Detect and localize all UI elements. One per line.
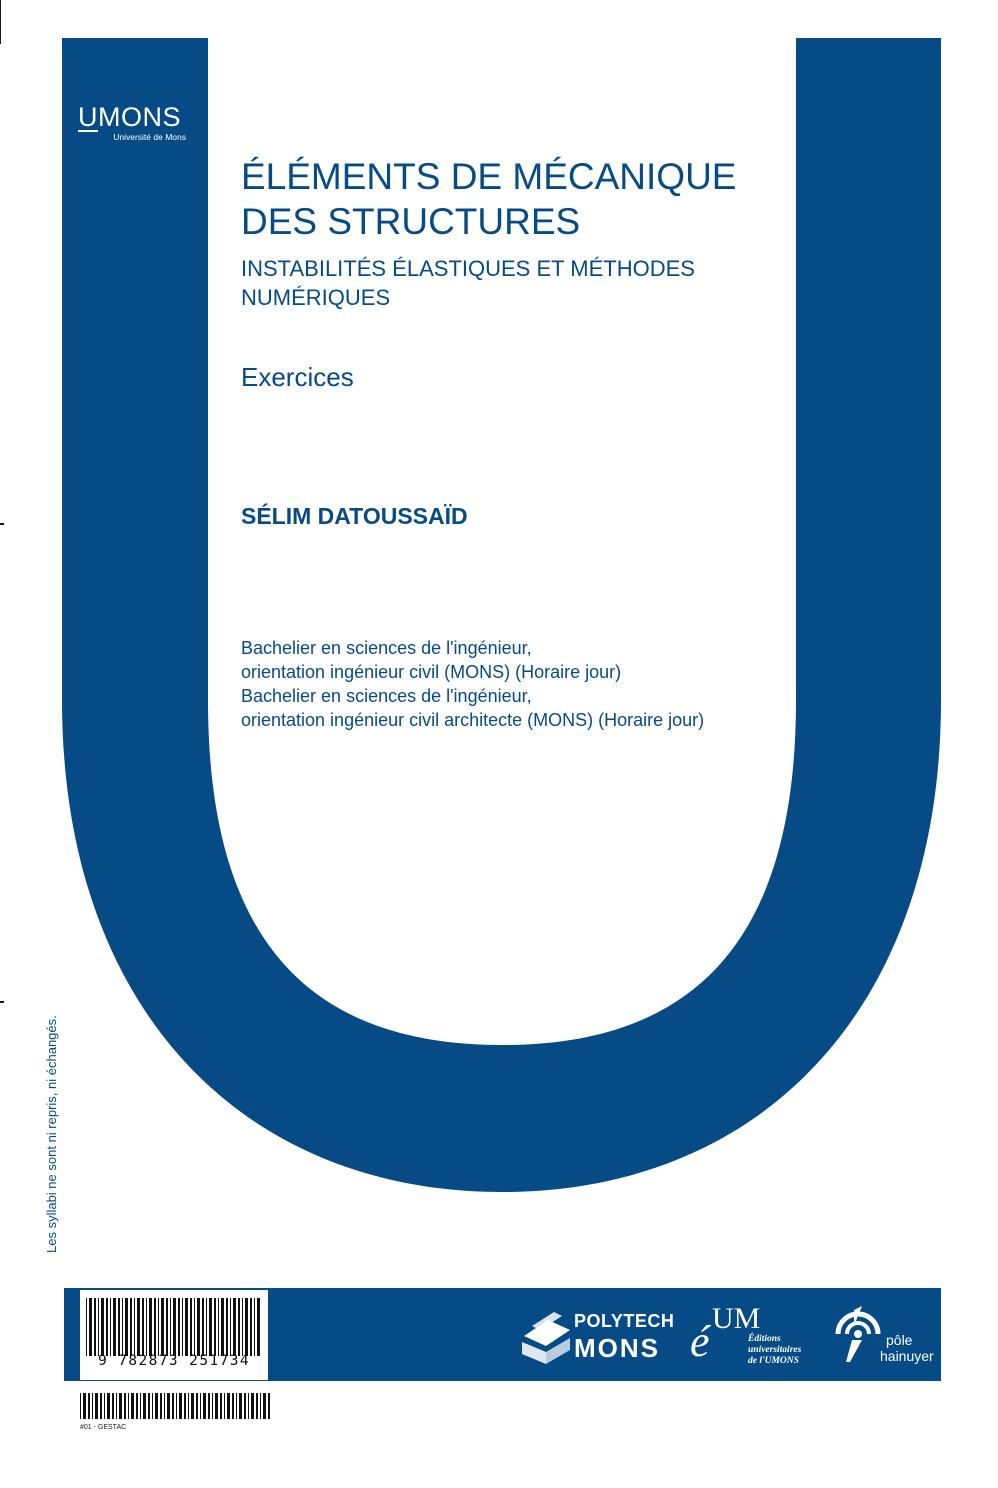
umons-logo-subtitle: Université de Mons (113, 132, 186, 142)
barcode-bar (107, 1393, 110, 1419)
barcode-bar (224, 1393, 225, 1419)
barcode-bar (182, 1298, 183, 1356)
barcode-bar (140, 1393, 141, 1419)
barcode-bar (197, 1298, 200, 1356)
barcode-bar (98, 1298, 99, 1356)
barcode-bar (227, 1393, 230, 1419)
book-subtitle-line-1: INSTABILITÉS ÉLASTIQUES ET MÉTHODES (241, 256, 695, 281)
barcode-bar (268, 1393, 270, 1419)
barcode-bar (203, 1393, 206, 1419)
barcode-bar (170, 1298, 171, 1356)
barcode-bar (214, 1298, 216, 1356)
barcode-bar (239, 1393, 242, 1419)
barcode-bar (233, 1298, 236, 1356)
barcode-bar (112, 1393, 114, 1419)
barcode-bar (254, 1298, 255, 1356)
polytech-logo-line-1: POLYTECH (574, 1311, 675, 1331)
barcode-bar (238, 1298, 240, 1356)
internal-code: #01 - GESTAC (80, 1424, 127, 1431)
barcode-bar (149, 1298, 152, 1356)
pole-hainuyer-logo: pôle hainuyer (832, 1304, 932, 1370)
book-subtitle (241, 254, 801, 312)
barcode-bar (88, 1393, 90, 1419)
barcode-bar (196, 1393, 198, 1419)
crop-mark-low (0, 1001, 4, 1003)
barcode-bar (136, 1393, 138, 1419)
barcode-bar (134, 1298, 135, 1356)
barcode-bar (256, 1393, 258, 1419)
program-line: Bachelier en sciences de l'ingénieur, (241, 686, 532, 706)
barcode-bar (263, 1393, 266, 1419)
barcode-bar (179, 1393, 182, 1419)
barcode-bar (184, 1393, 186, 1419)
barcode-bar (220, 1393, 222, 1419)
barcode-bar (218, 1298, 219, 1356)
book-title (241, 154, 801, 244)
barcode-bar (212, 1393, 213, 1419)
umons-logo: UMONS Université de Mons (78, 102, 186, 142)
barcode-bar (164, 1393, 165, 1419)
barcode-bar (190, 1298, 192, 1356)
polytech-emblem-icon (518, 1306, 574, 1366)
crop-mark-top (0, 0, 1, 44)
barcode-bar (166, 1298, 168, 1356)
crop-mark-mid (0, 523, 4, 525)
barcode-bar (158, 1298, 159, 1356)
polytech-mons-logo (518, 1306, 675, 1366)
barcode-bar (122, 1298, 123, 1356)
editions-umons-logo: é UM Éditions universitaires de l'UMONS (690, 1302, 802, 1366)
barcode-bar (130, 1298, 132, 1356)
program-line: orientation ingénieur civil (MONS) (Horaire jour) (241, 662, 622, 682)
polytech-logo-line-2: MONS (574, 1333, 660, 1363)
barcode-bar (104, 1393, 105, 1419)
barcode-bar (119, 1393, 122, 1419)
barcode-bar (80, 1393, 81, 1419)
barcode-bar (94, 1298, 96, 1356)
barcode-bar (113, 1298, 116, 1356)
barcode-bar (118, 1298, 120, 1356)
barcode-bar (86, 1298, 87, 1356)
barcode-bar (208, 1393, 210, 1419)
barcode-bar (244, 1393, 246, 1419)
barcode-bar (226, 1298, 228, 1356)
barcode-bar (116, 1393, 117, 1419)
barcode-bar (128, 1393, 129, 1419)
barcode-bar (146, 1298, 147, 1356)
barcode-bar (194, 1298, 195, 1356)
barcode-bar (221, 1298, 224, 1356)
barcode-bar (251, 1393, 254, 1419)
barcode-bar (110, 1298, 111, 1356)
barcode-bar (95, 1393, 98, 1419)
barcode-bar (125, 1298, 128, 1356)
barcode-bar (167, 1393, 170, 1419)
barcode-bar (206, 1298, 207, 1356)
disclaimer-text: Les syllabi ne sont ni repris, ni échangés. (44, 1015, 59, 1253)
barcode-bar (200, 1393, 201, 1419)
isbn-digits: 9 782873 251734 (98, 1353, 250, 1369)
barcode-bar (161, 1298, 164, 1356)
barcode-bar (89, 1298, 92, 1356)
program-list (241, 636, 861, 732)
isbn-barcode-bars (86, 1298, 262, 1356)
program-line: Bachelier en sciences de l'ingénieur, (241, 638, 532, 658)
program-line: orientation ingénieur civil architecte (MONS) (Horaire jour) (241, 710, 705, 730)
barcode-bar (248, 1393, 249, 1419)
barcode-bar (260, 1393, 261, 1419)
barcode-bar (155, 1393, 158, 1419)
barcode-bar (188, 1393, 189, 1419)
barcode-bar (160, 1393, 162, 1419)
book-title-line-1: ÉLÉMENTS DE MÉCANIQUE (241, 156, 737, 197)
barcode-bar (242, 1298, 243, 1356)
barcode-bar (209, 1298, 212, 1356)
isbn-barcode (80, 1290, 268, 1380)
barcode-bar (191, 1393, 194, 1419)
barcode-bar (143, 1393, 146, 1419)
barcode-bar (106, 1298, 108, 1356)
barcode-bar (230, 1298, 231, 1356)
barcode-bar (124, 1393, 126, 1419)
barcode-bar (185, 1298, 188, 1356)
book-kind: Exercices (241, 362, 354, 392)
author-name: SÉLIM DATOUSSAÏD (241, 503, 468, 529)
barcode-bar (215, 1393, 218, 1419)
barcode-bar (250, 1298, 252, 1356)
pole-hainuyer-emblem-icon (832, 1304, 886, 1364)
barcode-bar (101, 1298, 104, 1356)
barcode-bar (83, 1393, 86, 1419)
book-title-line-2: DES STRUCTURES (241, 201, 581, 242)
book-subtitle-line-2: NUMÉRIQUES (241, 285, 391, 310)
barcode-bar (92, 1393, 93, 1419)
barcode-bar (178, 1298, 180, 1356)
barcode-bar (236, 1393, 237, 1419)
barcode-bar (154, 1298, 156, 1356)
barcode-bar (176, 1393, 177, 1419)
barcode-bar (257, 1298, 260, 1356)
barcode-bar (152, 1393, 153, 1419)
barcode-bar (173, 1298, 176, 1356)
barcode-bar (131, 1393, 134, 1419)
barcode-bar (100, 1393, 102, 1419)
barcode-bar (142, 1298, 144, 1356)
barcode-bar (172, 1393, 174, 1419)
internal-barcode (80, 1393, 272, 1419)
barcode-bar (148, 1393, 150, 1419)
barcode-bar (137, 1298, 140, 1356)
barcode-bar (232, 1393, 234, 1419)
barcode-bar (202, 1298, 204, 1356)
barcode-bar (245, 1298, 248, 1356)
